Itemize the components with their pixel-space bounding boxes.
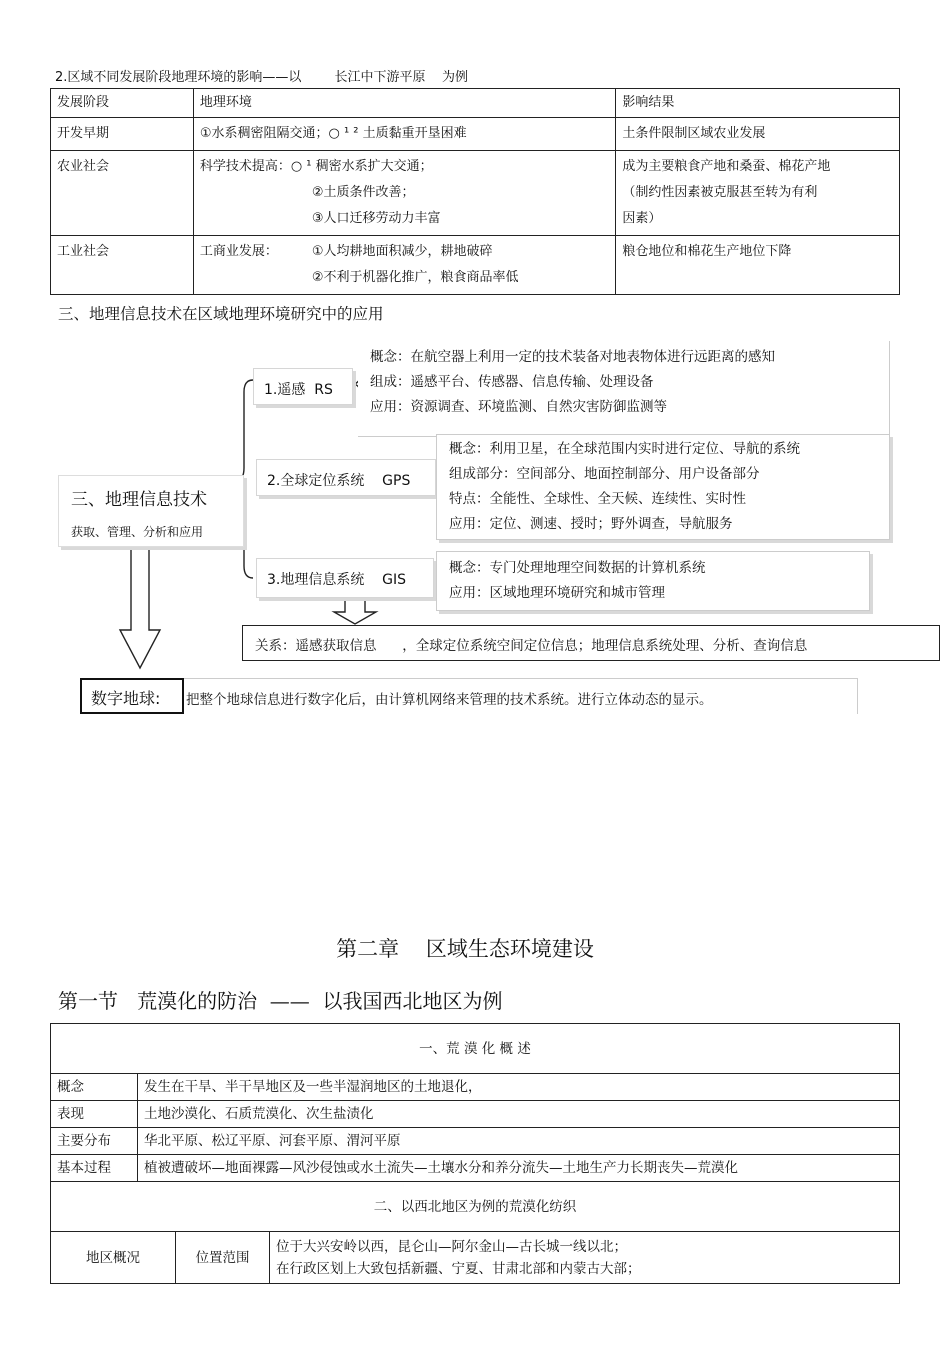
- gis-label: 3.地理信息系统 GIS: [267, 572, 407, 588]
- result-line: 因素）: [622, 211, 662, 226]
- caption-prefix: 2.区域不同发展阶段地理环境的影响——以: [55, 70, 302, 85]
- chapter-title: 第二章 区域生态环境建设: [336, 937, 594, 961]
- row-label: 概念: [51, 1074, 138, 1101]
- detail-line: 概念：在航空器上利用一定的技术装备对地表物体进行远距离的感知: [370, 349, 775, 365]
- header-stage: 发展阶段: [51, 89, 194, 118]
- environment-lead: 工商业发展：: [199, 244, 278, 259]
- detail-line: 概念：专门处理地理空间数据的计算机系统: [449, 560, 706, 576]
- table-row: [51, 1128, 900, 1155]
- environment-line: ①人均耕地面积减少，耕地破碎: [311, 244, 493, 259]
- region-label: 地区概况: [51, 1232, 176, 1284]
- table-row: [51, 1074, 900, 1101]
- stage-cell: 工业社会: [51, 236, 194, 295]
- environment-line: ②不利于机器化推广，粮食商品率低: [311, 270, 519, 285]
- section-heading: 三、地理信息技术在区域地理环境研究中的应用: [58, 305, 384, 323]
- stage-cell: 开发早期: [51, 118, 194, 151]
- gps-node: [256, 459, 436, 496]
- environment-line: ③人口迁移劳动力丰富: [311, 211, 441, 226]
- gis-detail: [436, 551, 870, 611]
- row-label: 表现: [51, 1101, 138, 1128]
- table-heading-row: [51, 1182, 900, 1232]
- row-value: 土地沙漠化、石质荒漠化、次生盐渍化: [138, 1101, 900, 1128]
- geo-info-tech-root: [58, 475, 244, 547]
- digital-earth-label: 数字地球:: [80, 678, 184, 714]
- section-title: 第一节 荒漠化的防治 —— 以我国西北地区为例: [58, 989, 503, 1013]
- root-down-arrow: [120, 549, 160, 668]
- table-row: [51, 1232, 900, 1284]
- region-value: [270, 1232, 900, 1284]
- relation-box: 关系：遥感获取信息 ，全球定位系统空间定位信息；地理信息系统处理、分析、查询信息: [242, 625, 940, 661]
- table-row: [51, 1155, 900, 1182]
- header-environment: 地理环境: [193, 89, 616, 118]
- row-label: 基本过程: [51, 1155, 138, 1182]
- environment-cell: ①水系稠密阻隔交通；○ ¹ ² 土质黏重开垦困难: [193, 118, 616, 151]
- row-label: 主要分布: [51, 1128, 138, 1155]
- digital-earth-description: 把整个地球信息进行数字化后，由计算机网络来管理的技术系统。进行立体动态的显示。: [184, 678, 858, 714]
- header-result: 影响结果: [616, 89, 900, 118]
- caption-suffix: 为例: [442, 70, 469, 85]
- caption-place: 长江中下游平原: [334, 70, 426, 85]
- gis-node: [256, 558, 434, 598]
- rs-label: 1.遥感 RS: [264, 382, 333, 398]
- desertification-table: [50, 1023, 900, 1284]
- detail-line: 组成部分：空间部分、地面控制部分、用户设备部分: [449, 466, 760, 482]
- overview-heading: 一、荒 漠 化 概 述: [51, 1024, 900, 1074]
- table-row: [51, 1101, 900, 1128]
- gps-detail: [436, 434, 890, 540]
- detail-line: 应用：定位、测速、授时；野外调查，导航服务: [449, 516, 733, 532]
- rs-node: [253, 368, 353, 405]
- detail-line: 组成：遥感平台、传感器、信息传输、处理设备: [370, 374, 654, 390]
- row-value: 发生在干旱、半干旱地区及一些半湿润地区的土地退化，: [138, 1074, 900, 1101]
- root-subtitle: 获取、管理、分析和应用: [71, 525, 204, 539]
- detail-line: 应用：资源调查、环境监测、自然灾害防御监测等: [370, 399, 667, 415]
- result-line: 成为主要粮食产地和桑蚕、棉花产地: [622, 159, 831, 174]
- table-heading-row: [51, 1024, 900, 1074]
- detail-line: 概念：利用卫星，在全球范围内实时进行定位、导航的系统: [449, 441, 800, 457]
- environment-line: ②土质条件改善；: [311, 185, 415, 200]
- gis-down-arrow: [334, 597, 376, 624]
- environment-lead: 科学技术提高：○ ¹ 稠密水系扩大交通；: [199, 159, 433, 174]
- stage-cell: 农业社会: [51, 151, 194, 236]
- row-value: 华北平原、松辽平原、河套平原、渭河平原: [138, 1128, 900, 1155]
- detail-line: 应用：区域地理环境研究和城市管理: [449, 585, 665, 601]
- result-cell: 土条件限制区域农业发展: [616, 118, 900, 151]
- result-line: （制约性因素被克服甚至转为有利: [622, 185, 818, 200]
- detail-line: 特点：全能性、全球性、全天候、连续性、实时性: [449, 491, 746, 507]
- result-cell: 粮仓地位和棉花生产地位下降: [616, 236, 900, 295]
- northwest-heading: 二、以西北地区为例的荒漠化纺织: [51, 1182, 900, 1232]
- rs-detail: [358, 341, 890, 437]
- region-line: 位于大兴安岭以西，昆仑山—阿尔金山—古长城一线以北；: [276, 1238, 627, 1255]
- region-sub-label: 位置范围: [176, 1232, 270, 1284]
- root-title: 三、地理信息技术: [71, 490, 207, 510]
- gps-label: 2.全球定位系统 GPS: [267, 473, 411, 489]
- row-value: 植被遭破坏—地面裸露—风沙侵蚀或水土流失—土壤水分和养分流失—土地生产力长期丧失—荒漠化: [138, 1155, 900, 1182]
- region-line: 在行政区划上大致包括新疆、宁夏、甘肃北部和内蒙古大部；: [276, 1260, 641, 1277]
